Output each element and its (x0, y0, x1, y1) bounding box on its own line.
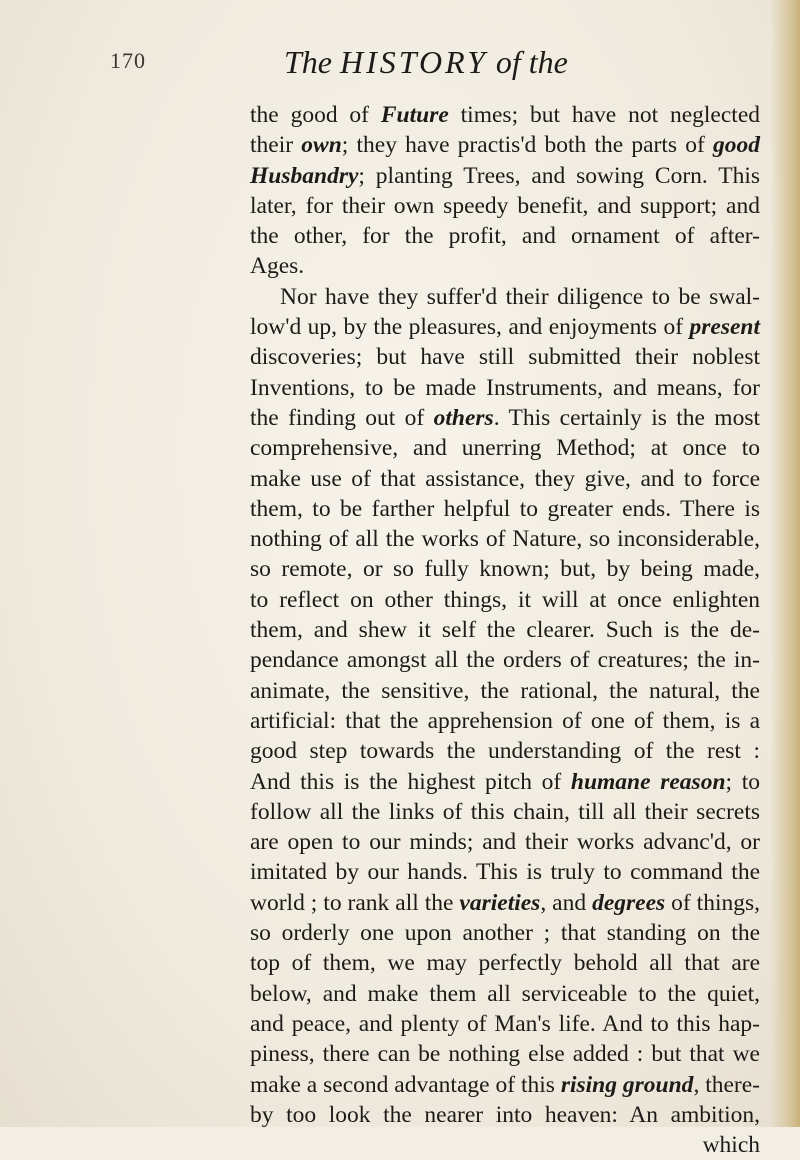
text-line (250, 251, 760, 281)
text-line (250, 888, 760, 918)
text-segment: , there- (693, 1071, 761, 1098)
text-segment: low'd up, by the pleasures, and enjoyments of (250, 314, 690, 341)
page-edge-shadow (770, 0, 800, 1127)
running-head-prefix: The (284, 44, 340, 80)
text-segment: them, to be farther helpful to greater ends. There is (250, 495, 760, 522)
text-segment: top of them, we may perfectly behold all that are (250, 950, 760, 977)
text-line (250, 948, 760, 978)
text-segment: good step towards the understanding of the rest : (250, 738, 760, 765)
text-line (250, 554, 760, 584)
text-segment: world ; to rank all the (250, 889, 460, 916)
text-line (250, 918, 760, 948)
text-segment: . This certainly is the most (493, 404, 760, 431)
text-segment: make a second advantage of this (250, 1071, 561, 1098)
text-segment: artificial: that the apprehension of one of them, is a (250, 707, 760, 734)
text-segment: of things, (665, 889, 761, 916)
text-segment: discoveries; but have still submitted their noblest (250, 344, 760, 371)
text-segment: ; to (725, 768, 760, 795)
page-number: 170 (110, 48, 146, 73)
text-line (250, 161, 760, 191)
text-segment: them, and shew it self the clearer. Such is the de- (250, 617, 760, 644)
text-line (250, 676, 760, 706)
text-segment: ; they have practis'd both the parts of (341, 132, 713, 159)
text-line (250, 403, 760, 433)
text-line (250, 1039, 760, 1069)
italic-segment: good (713, 132, 760, 159)
text-segment: to reflect on other things, it will at once enlighten (250, 586, 760, 613)
text-segment: and peace, and plenty of Man's life. And to this hap- (250, 1010, 760, 1037)
text-segment: Ages. (250, 253, 305, 280)
text-line (250, 524, 760, 554)
text-segment: by too look the nearer into heaven: An ambition, (250, 1101, 760, 1128)
text-segment: which (702, 1132, 760, 1159)
text-segment: below, and make them all serviceable to the quiet, (250, 980, 760, 1007)
text-segment: follow all the links of this chain, till all their secrets (250, 798, 760, 825)
text-line (250, 827, 760, 857)
italic-segment: present (689, 314, 760, 341)
text-segment: comprehensive, and unerring Method; at once to (250, 435, 760, 462)
text-segment: And this is the highest pitch of (250, 768, 571, 795)
running-head (284, 44, 568, 81)
text-line (250, 585, 760, 615)
italic-segment: Husbandry (250, 162, 359, 189)
text-segment: times; but have not neglected (448, 102, 760, 128)
catchword (250, 1130, 760, 1160)
text-segment: nothing of all the works of Nature, so inconsiderable, (250, 526, 760, 553)
text-segment: Nor have they suffer'd their diligence to be swal- (280, 283, 760, 310)
text-segment: so remote, or so fully known; but, by being made, (250, 556, 760, 583)
italic-segment: own (301, 132, 342, 159)
text-line (250, 191, 760, 221)
italic-segment: varieties (459, 889, 541, 916)
text-line (250, 130, 760, 160)
text-line (250, 494, 760, 524)
text-segment: the finding out of (250, 404, 434, 431)
text-segment: piness, there can be nothing else added : but that we (250, 1041, 760, 1068)
text-segment: ; planting Trees, and sowing Corn. This (358, 162, 760, 189)
text-line (250, 100, 760, 130)
text-segment: the other, for the profit, and ornament of after- (250, 223, 760, 250)
text-segment: animate, the sensitive, the rational, the natural, the (250, 677, 760, 704)
running-head-suffix: of the (487, 44, 568, 80)
text-segment: imitated by our hands. This is truly to command the (250, 859, 760, 886)
italic-segment: others (433, 404, 494, 431)
italic-segment: humane reason (570, 768, 726, 795)
text-line (250, 221, 760, 251)
body-text (250, 100, 760, 1160)
text-line (250, 433, 760, 463)
text-line (250, 1100, 760, 1130)
text-line (250, 645, 760, 675)
text-segment: , and (540, 889, 593, 916)
text-segment: so orderly one upon another ; that standing on the (250, 920, 760, 947)
text-segment: Inventions, to be made Instruments, and means, for (250, 374, 760, 401)
text-line (250, 736, 760, 766)
text-line (250, 979, 760, 1009)
italic-segment: rising ground (560, 1071, 694, 1098)
text-line (250, 615, 760, 645)
text-line (250, 767, 760, 797)
text-line (250, 797, 760, 827)
text-line (250, 312, 760, 342)
italic-segment: degrees (592, 889, 666, 916)
running-head-title: HISTORY (340, 44, 488, 80)
text-line (250, 1009, 760, 1039)
text-line (250, 857, 760, 887)
italic-segment: Future (380, 102, 449, 128)
text-line (250, 342, 760, 372)
text-line (250, 373, 760, 403)
text-segment: make use of that assistance, they give, and to force (250, 465, 760, 492)
text-line (250, 706, 760, 736)
text-segment: are open to our minds; and their works advanc'd, or (250, 829, 760, 856)
text-segment: later, for their own speedy benefit, and support; and (250, 192, 760, 219)
text-segment: pendance amongst all the orders of creatures; the in- (250, 647, 760, 674)
text-segment: their (250, 132, 302, 159)
text-line (250, 282, 760, 312)
text-line (250, 464, 760, 494)
text-line (250, 1070, 760, 1100)
text-segment: the good of (250, 102, 381, 128)
